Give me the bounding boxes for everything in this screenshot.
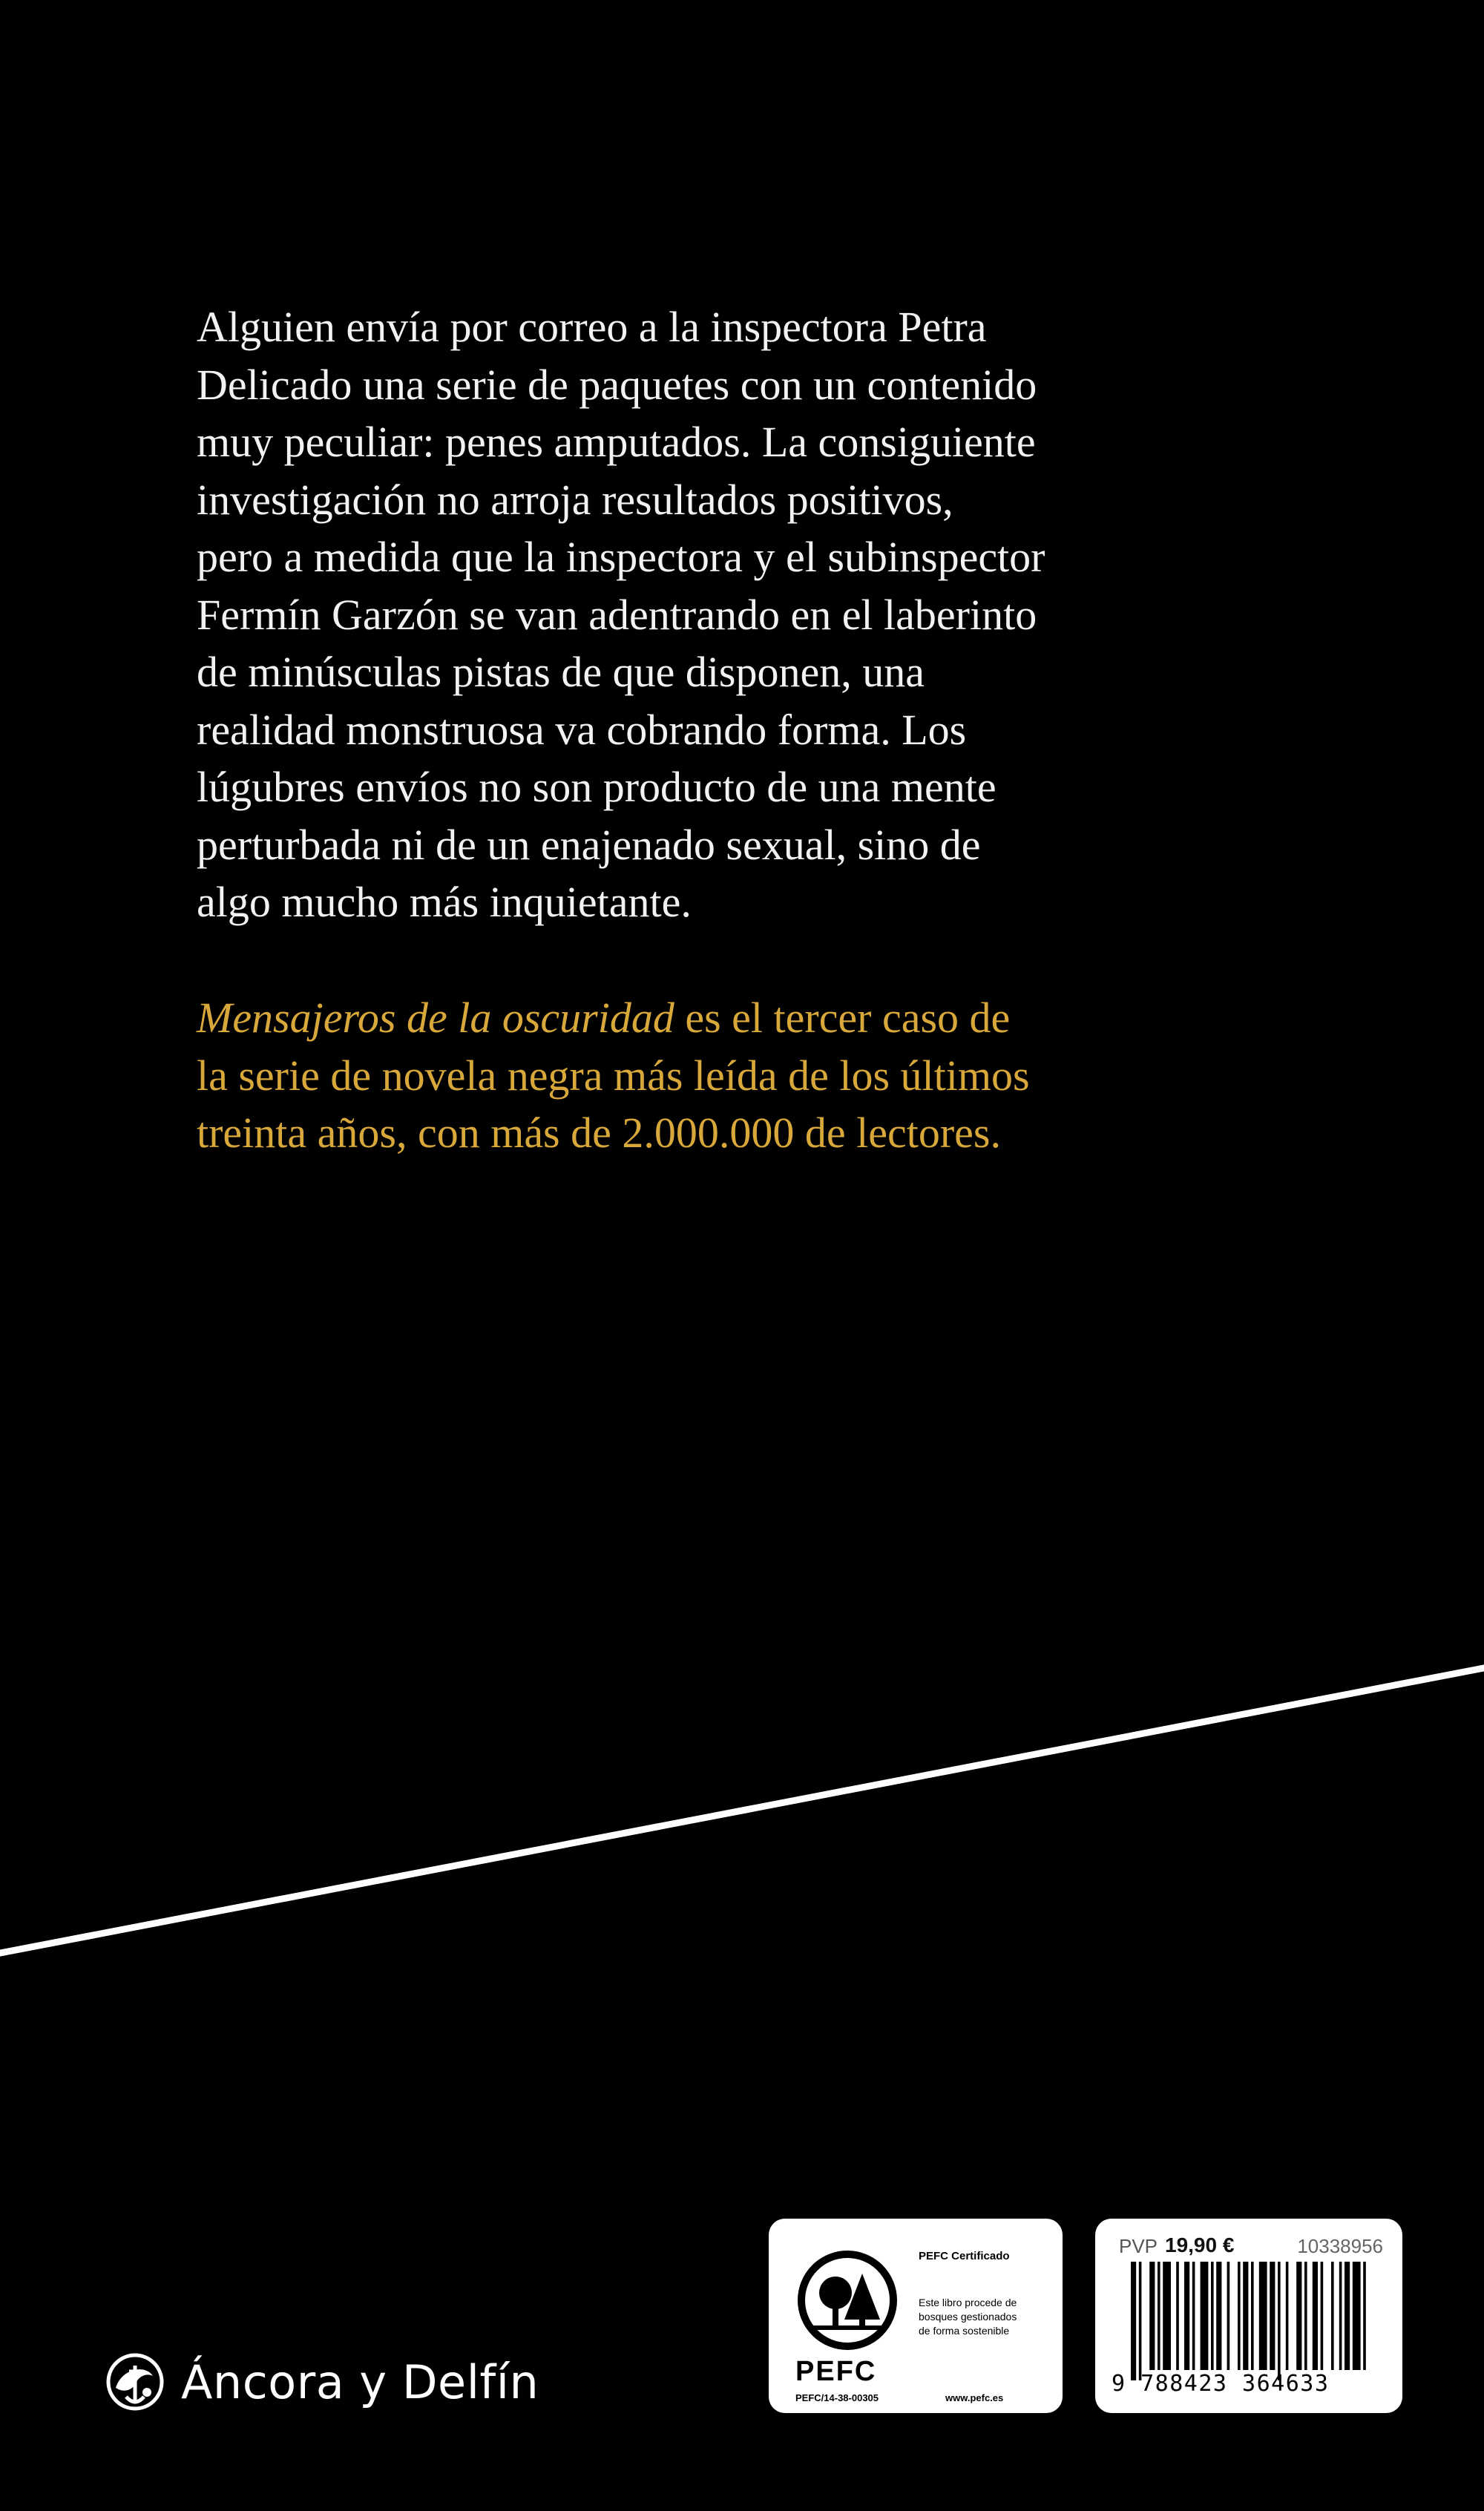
pefc-description: Este libro procede de bosques gestionados de forma sostenible xyxy=(919,2297,1017,2337)
price: 19,90 € xyxy=(1165,2233,1235,2256)
pefc-certified-label: PEFC Certificado xyxy=(919,2250,1010,2262)
book-title: Mensajeros de la oscuridad xyxy=(197,994,674,1042)
synopsis-text: Alguien envía por correo a la inspectora Petra Delicado una serie de paquetes con un contenido muy peculiar: penes amputados. La consiguiente investigación no arroja resultados positivos, pero a medida que la inspectora y el subinspector Fermín Garzón se van adentrando en el laberinto de minúsculas pistas de que disponen, una realidad monstruosa va cobrando forma. Los lúgubres envíos no son producto de una mente perturbada ni de un enajenado sexual, sino de algo mucho más inquietante. xyxy=(197,303,1045,926)
pefc-certification-label xyxy=(769,2219,1063,2413)
publisher-mark xyxy=(104,2345,539,2419)
isbn-digits: 9 788423 364633 xyxy=(1112,2371,1330,2397)
reference-code: 10338956 xyxy=(1297,2235,1383,2257)
isbn-barcode-label xyxy=(1095,2219,1402,2413)
barcode-icon xyxy=(1112,2262,1386,2380)
pvp-label: PVP xyxy=(1119,2235,1158,2257)
pefc-trees-logo-icon xyxy=(797,2248,898,2352)
dolphin-anchor-logo-icon xyxy=(104,2351,166,2413)
pefc-code: PEFC/14-38-00305 xyxy=(795,2392,879,2403)
publisher-name: Áncora y Delfín xyxy=(181,2354,539,2409)
series-note-text: es el tercer caso de la serie de novela negra más leída de los últimos treinta años, con más de 2.000.000 de lectores. xyxy=(197,994,1030,1157)
pefc-wordmark: PEFC xyxy=(795,2356,877,2387)
pefc-url: www.pefc.es xyxy=(945,2392,1004,2403)
